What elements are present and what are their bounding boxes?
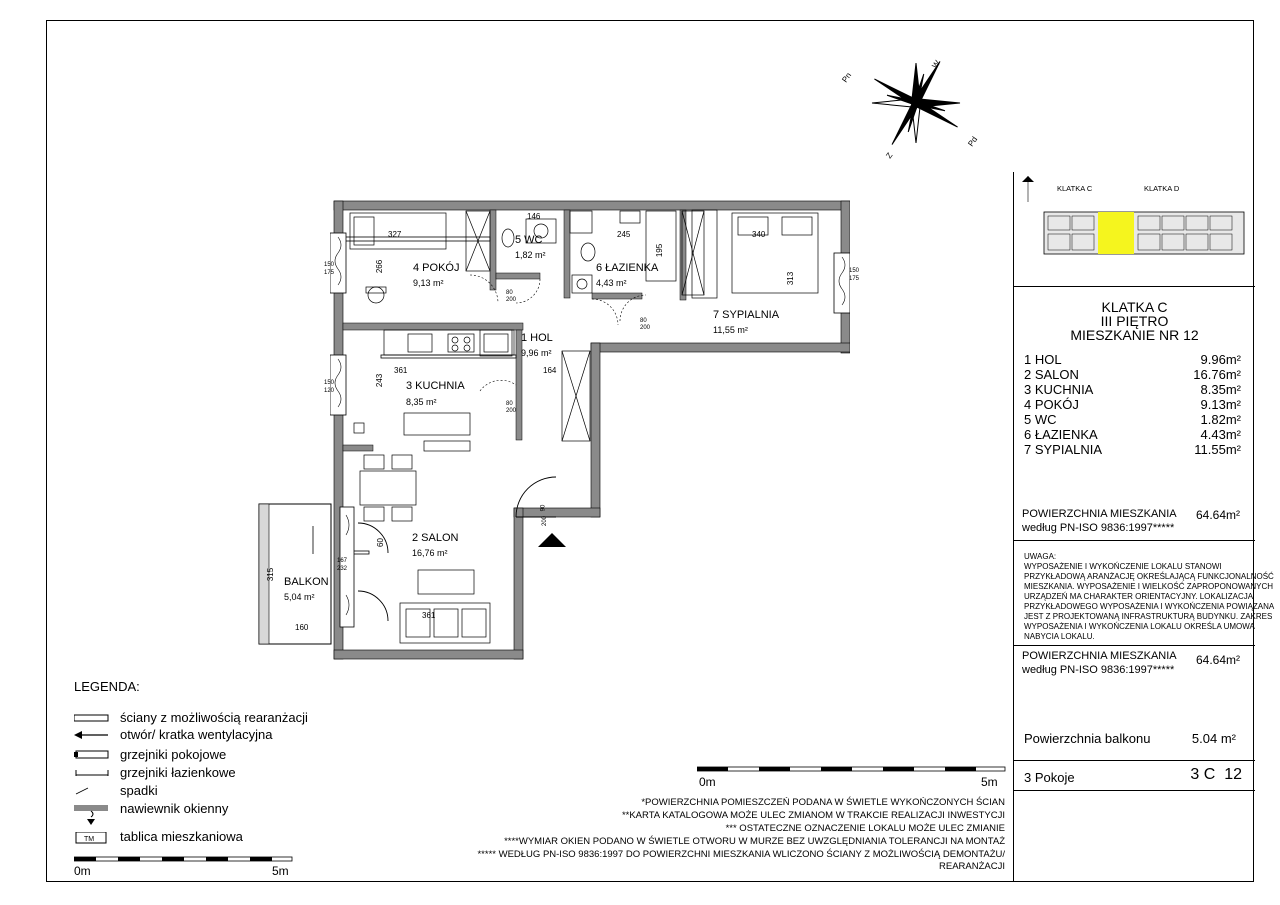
dim-361-salon: 361 — [422, 611, 436, 620]
apartment-title-line2: III PIĘTRO — [1100, 313, 1169, 329]
key-plan-label-c: KLATKA C — [1057, 184, 1093, 193]
dim-327: 327 — [388, 230, 402, 239]
info-panel — [1013, 172, 1275, 882]
room-row: 5 WC 1.82m² — [1024, 412, 1241, 427]
area-label-1: POWIERZCHNIA MIESZKANIA — [1022, 508, 1177, 520]
compass-label-pn: Pn — [840, 70, 854, 85]
room-area-salon: 16,76 m² — [412, 548, 448, 558]
room-area-sypialnia: 11,55 m² — [713, 325, 748, 335]
window-dim-3b: 175 — [849, 276, 860, 282]
door-dim-b: 200 — [506, 297, 517, 303]
room-area-hol: 9,96 m² — [521, 348, 552, 358]
room-label-kuchnia: 3 KUCHNIA — [406, 380, 465, 392]
room-label-salon: 2 SALON — [412, 532, 459, 544]
door-dim-e: 80 — [506, 401, 513, 407]
window-dim-3a: 150 — [849, 268, 860, 274]
balcony-label: Powierzchnia balkonu — [1024, 731, 1151, 746]
note-line: MIESZKANIA. WYPOSAŻENIE I WIELKOŚĆ ZAPROPONOWANYCH — [1024, 582, 1274, 591]
apartment-title-line1: KLATKA C — [1101, 299, 1168, 315]
note-title: UWAGA: — [1024, 552, 1057, 561]
door-dim-h: 200 — [542, 515, 549, 527]
compass-label-pd: Pd — [966, 134, 980, 149]
footnote: REARANŻACJI — [939, 861, 1005, 872]
room-row: 2 SALON 16.76m² — [1024, 367, 1241, 382]
scale-right-five: 5m — [981, 775, 998, 789]
door-dim-d: 200 — [640, 325, 651, 331]
rooms-count: 3 Pokoje — [1024, 770, 1075, 785]
apartment-code: 3 C 12 — [1190, 766, 1242, 783]
area2-label-1: POWIERZCHNIA MIESZKANIA — [1022, 650, 1177, 662]
key-plan-label-d: KLATKA D — [1144, 184, 1180, 193]
window-dim-2a: 150 — [324, 380, 335, 386]
room-area-pokoj: 9,13 m² — [413, 278, 444, 288]
note-line: NABYCIA LOKALU. — [1024, 632, 1095, 641]
dim-195: 195 — [655, 243, 665, 258]
dim-164: 164 — [543, 366, 557, 375]
scale-right-zero: 0m — [699, 775, 716, 789]
room-row: 7 SYPIALNIA 11.55m² — [1024, 442, 1241, 457]
room-area-balkon: 5,04 m² — [284, 592, 315, 602]
key-plan — [1014, 172, 1255, 286]
room-label-lazienka: 6 ŁAZIENKA — [596, 262, 659, 274]
dim-340: 340 — [752, 230, 766, 239]
note-line: WYPOSAŻENIA I WYKOŃCZENIA LOKALU OKREŚLA UMOWA — [1024, 622, 1255, 631]
key-plan-highlight — [1098, 212, 1134, 254]
room-row: 6 ŁAZIENKA 4.43m² — [1024, 427, 1241, 442]
entrance-marker — [538, 533, 566, 547]
room-label-wc: 5 WC — [515, 234, 543, 246]
dim-315: 315 — [266, 567, 276, 582]
dim-361-kitchen: 361 — [394, 366, 408, 375]
scale-left-five: 5m — [272, 864, 289, 878]
room-area-kuchnia: 8,35 m² — [406, 397, 437, 407]
area2-value: 64.64m² — [1195, 653, 1240, 667]
dim-245: 245 — [617, 230, 631, 239]
scale-bar-right — [697, 765, 1009, 775]
area-value: 64.64m² — [1195, 508, 1240, 522]
room-row: 4 POKÓJ 9.13m² — [1024, 397, 1241, 412]
apartment-title-line3: MIESZKANIE NR 12 — [1070, 327, 1199, 343]
dim-60: 60 — [375, 538, 385, 547]
dim-160: 160 — [295, 623, 309, 632]
footnote: **KARTA KATALOGOWA MOŻE ULEC ZMIANOM W TRAKCIE REALIZACJI INWESTYCJI — [621, 810, 1005, 821]
dim-313: 313 — [786, 271, 796, 286]
room-area-lazienka: 4,43 m² — [596, 278, 627, 288]
balcony-value: 5.04 m² — [1191, 731, 1236, 746]
scale-left-zero: 0m — [74, 864, 91, 878]
room-row: 3 KUCHNIA 8.35m² — [1024, 382, 1241, 397]
compass-label-z: Z — [884, 150, 895, 161]
door-dim-g: 90 — [540, 504, 547, 512]
window-dim-2b: 120 — [324, 388, 335, 394]
compass-label-w: W — [930, 58, 942, 71]
compass-rose — [840, 55, 990, 165]
window-dim-4b: 232 — [337, 566, 348, 572]
room-row: 1 HOL 9.96m² — [1024, 352, 1241, 367]
room-label-sypialnia: 7 SYPIALNIA — [713, 309, 780, 321]
dim-266: 266 — [375, 259, 385, 274]
room-area-wc: 1,82 m² — [515, 250, 546, 260]
note-line: JEST Z PROJEKTOWANĄ INFRASTRUKTURĄ BUDYNKU. ZAKRES — [1024, 612, 1273, 621]
door-dim-a: 80 — [506, 290, 513, 296]
footnotes — [477, 797, 1005, 877]
window-dim-1a: 150 — [324, 262, 335, 268]
note-line: PRZYKŁADOWEGO WYPOSAŻENIA I WYKOŃCZENIA POWIĄZANA — [1024, 602, 1275, 611]
area2-label-2: według PN-ISO 9836:1997***** — [1022, 664, 1175, 676]
dim-146: 146 — [527, 212, 541, 221]
room-label-balkon: BALKON — [284, 576, 329, 588]
room-label-hol: 1 HOL — [521, 332, 553, 344]
scale-bar-left — [74, 855, 296, 865]
door-dim-c: 80 — [640, 318, 647, 324]
door-dim-f: 200 — [506, 408, 517, 414]
window-dim-4a: 167 — [337, 558, 348, 564]
area-label-2: według PN-ISO 9836:1997***** — [1022, 522, 1175, 534]
footnote: *** OSTATECZNE OZNACZENIE LOKALU MOŻE ULEC ZMIANIE — [725, 823, 1005, 834]
note-line: PRZYKŁADOWĄ ARANŻACJĘ OKREŚLAJĄCĄ FUNKCJONALNOŚĆ — [1024, 572, 1274, 581]
legend-title: LEGENDA: — [74, 679, 140, 694]
window-dim-1b: 175 — [324, 270, 335, 276]
dim-243: 243 — [375, 373, 385, 388]
footnote: ****WYMIAR OKIEN PODANO W ŚWIETLE OTWORU W MURZE BEZ UWZGLĘDNIANIA TOLERANCJI NA MONTAŻ — [504, 836, 1005, 847]
footnote: *POWIERZCHNIA POMIESZCZEŃ PODANA W ŚWIETLE WYKOŃCZONYCH ŚCIAN — [641, 797, 1005, 808]
note-line: URZĄDZEŃ MA CHARAKTER ORIENTACYJNY. LOKALIZACJA — [1024, 592, 1254, 601]
room-label-pokoj: 4 POKÓJ — [413, 262, 460, 274]
note-line: WYPOSAŻENIE I WYKOŃCZENIE LOKALU STANOWI — [1024, 562, 1222, 571]
footnote: ***** WEDŁUG PN-ISO 9836:1997 DO POWIERZCHNI MIESZKANIA WLICZONO ŚCIANY Z MOŻLIWOŚCIĄ DEMONTAŻU/ — [477, 849, 1005, 860]
tm-symbol-text: TM — [84, 836, 95, 843]
apartment-plan — [330, 195, 850, 665]
